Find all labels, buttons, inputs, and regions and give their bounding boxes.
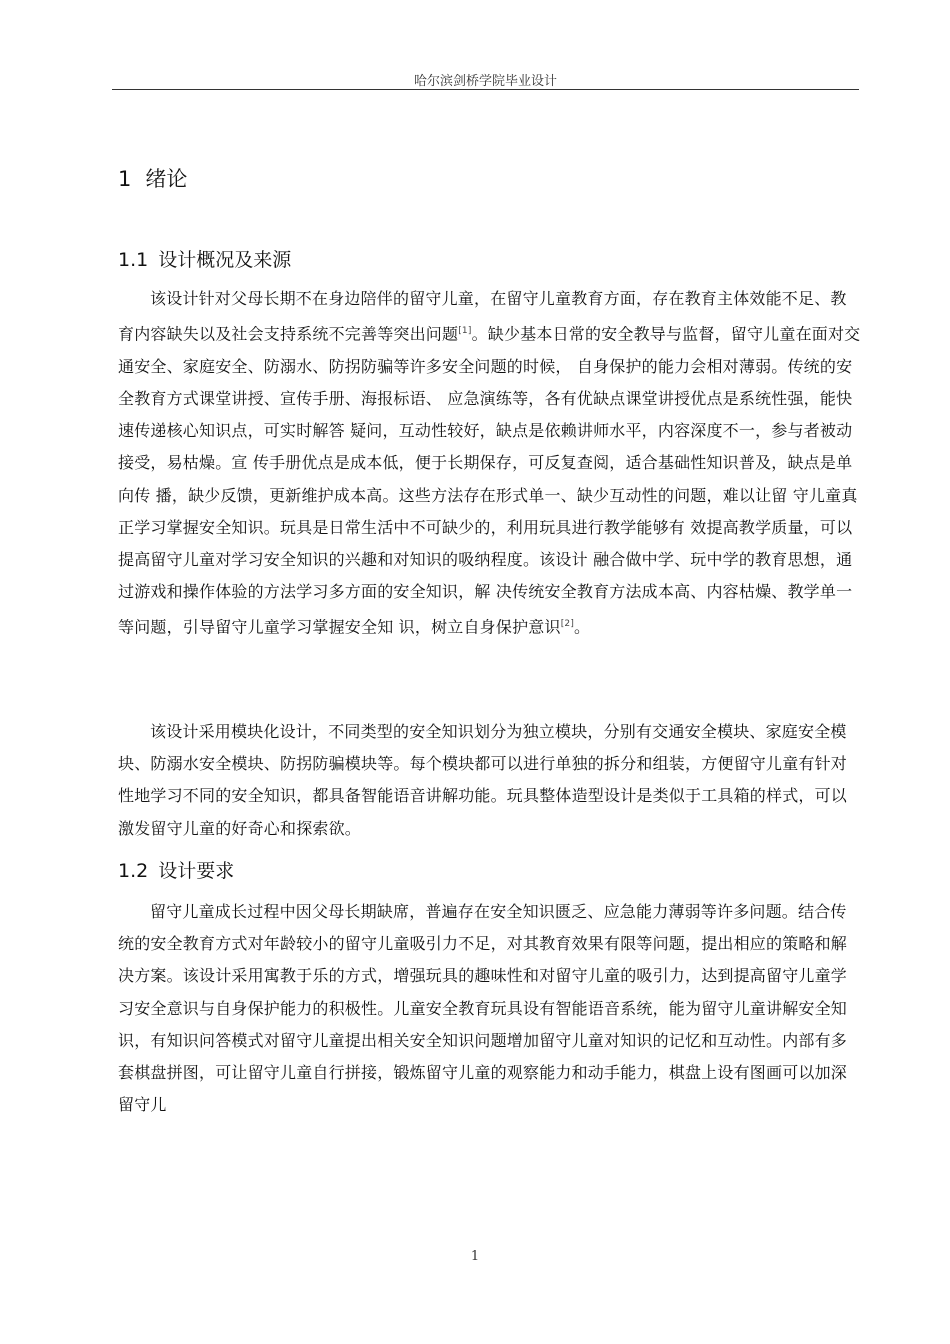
paragraph-text: 该设计采用模块化设计，不同类型的安全知识划分为独立模块，分别有交通安全模块、家庭安全模块、防溺水安全模块、防拐防骗模块等。每个模块都可以进行单独的拆分和组装，方便留守儿童有针对性地学习不同的安全知识，都具备智能语音讲解功能。玩具整体造型设计是类似于工具箱的样式，可以激发留守儿童的好奇心和探索欲。 bbox=[118, 722, 848, 838]
paragraph-text: 。缺少基本日常的安全教导与监督，留守儿童在面对交通安全、家庭安全、防溺水、防拐防骗等许多安全问题的时候， 自身保护的能力会相对薄弱。传统的安全教育方式课堂讲授、宣传手册、海报标语、 应急演练等，各有优缺点课堂讲授优点是系统性强，能快速传递核心知识点，可实时解答 疑问，互动性较好，缺点是依赖讲师水平，内容深度不一，参与者被动接受，易枯燥。宣 传手册优点是成本低，便于长期保存，可反复查阅，适合基础性知识普及，缺点是单向传 播，缺少反馈，更新维护成本高。这些方法存在形式单一、缺少互动性的问题，难以让留 守儿童真正学习掌握安全知识。玩具是日常生活中不可缺少的，利用玩具进行教学能够有 效提高教学质量，可以提高留守儿童对学习安全知识的兴趣和对知识的吸纳程度。该设计 融合做中学、玩中学的教育思想，通过游戏和操作体验的方法学习多方面的安全知识，解 决传统安全教育方法成本高、内容枯燥、教学单一等问题，引导留守儿童学习掌握安全知 识，树立自身保护意识 bbox=[118, 324, 861, 637]
section-heading-1-1 bbox=[118, 245, 291, 272]
paragraph-text: 留守儿童成长过程中因父母长期缺席，普遍存在安全知识匮乏、应急能力薄弱等许多问题。结合传统的安全教育方式对年龄较小的留守儿童吸引力不足，对其教育效果有限等问题，提出相应的策略和解决方案。该设计采用寓教于乐的方式，增强玩具的趣味性和对留守儿童的吸引力，达到提高留守儿童学习安全意识与自身保护能力的积极性。儿童安全教育玩具设有智能语音系统，能为留守儿童讲解安全知识，有知识问答模式对留守儿童提出相关安全知识问题增加留守儿童对知识的记忆和互动性。内部有多套棋盘拼图，可让留守儿童自行拼接，锻炼留守儿童的观察能力和动手能力，棋盘上设有图画可以加深留守儿 bbox=[118, 902, 848, 1115]
section-title: 设计概况及来源 bbox=[158, 249, 292, 271]
section-heading-1-2 bbox=[118, 856, 234, 883]
paragraph-3 bbox=[118, 896, 862, 1121]
citation-ref: [2] bbox=[560, 619, 575, 630]
chapter-heading bbox=[118, 163, 187, 193]
chapter-title: 绪论 bbox=[145, 167, 188, 191]
section-number: 1.2 bbox=[118, 860, 149, 882]
header-divider bbox=[112, 89, 859, 90]
paragraph-text: 。 bbox=[574, 617, 591, 637]
paragraph-2 bbox=[118, 716, 862, 845]
chapter-number: 1 bbox=[118, 167, 132, 191]
page-number: 1 bbox=[470, 1249, 480, 1264]
section-title: 设计要求 bbox=[158, 860, 235, 882]
section-number: 1.1 bbox=[118, 249, 149, 271]
paragraph-text: 该设计针对父母长期不在身边陪伴的留守儿童，在留守儿童教育方面，存在教育主体效能不足、教育内容缺失以及社会支持系统不完善等突出问题 bbox=[118, 289, 847, 344]
paragraph-1 bbox=[118, 283, 862, 644]
citation-ref: [1] bbox=[458, 326, 472, 337]
running-header: 哈尔滨剑桥学院毕业设计 bbox=[413, 74, 557, 89]
